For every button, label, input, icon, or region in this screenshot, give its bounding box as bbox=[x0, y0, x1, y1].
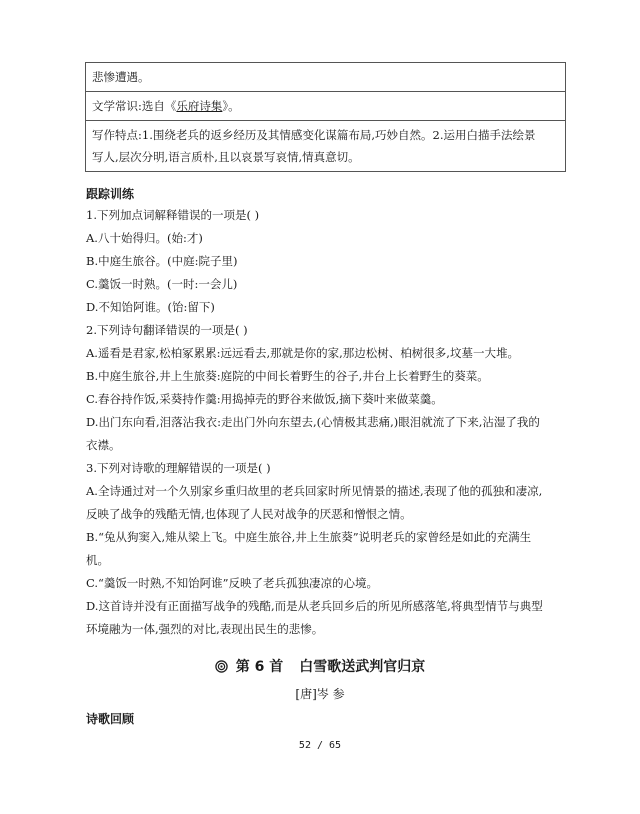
poem-info-table bbox=[85, 62, 566, 172]
review-heading: 诗歌回顾 bbox=[86, 712, 135, 726]
practice-line: 3.下列对诗歌的理解错误的一项是( ) bbox=[86, 461, 271, 475]
poem-title-row bbox=[0, 656, 640, 676]
practice-line: A.遥看是君家,松柏冢累累:远远看去,那就是你的家,那边松树、柏树很多,坟墓一大堆。 bbox=[86, 346, 519, 360]
practice-line: A.全诗通过对一个久别家乡重归故里的老兵回家时所见情景的描述,表现了他的孤独和凄凉, bbox=[86, 484, 543, 498]
practice-line: 衣襟。 bbox=[86, 438, 121, 452]
practice-heading: 跟踪训练 bbox=[86, 187, 135, 201]
practice-line: D.不知饴阿谁。(饴:留下) bbox=[86, 300, 215, 314]
writing-features-line-2: 写人,层次分明,语言质朴,且以哀景写哀情,情真意切。 bbox=[92, 150, 360, 164]
collection-link[interactable]: 乐府诗集 bbox=[176, 99, 223, 113]
practice-line: C.“羹饭一时熟,不知饴阿谁”反映了老兵孤独凄凉的心境。 bbox=[86, 576, 378, 590]
poem-author: [唐]岑 参 bbox=[295, 687, 345, 701]
practice-line: B.中庭生旅谷,井上生旅葵:庭院的中间长着野生的谷子,井台上长着野生的葵菜。 bbox=[86, 369, 489, 383]
page-indicator: 52 / 65 bbox=[298, 740, 342, 751]
practice-line: B.“兔从狗窦入,雉从梁上飞。中庭生旅谷,井上生旅葵”说明老兵的家曾经是如此的充满生 bbox=[86, 530, 532, 544]
target-icon bbox=[215, 660, 228, 673]
practice-line: A.八十始得归。(始:才) bbox=[86, 231, 203, 245]
practice-line: 1.下列加点词解释错误的一项是( ) bbox=[86, 208, 260, 222]
practice-line: 反映了战争的残酷无情,也体现了人民对战争的厌恶和憎恨之情。 bbox=[86, 507, 412, 521]
table-cell-literary-knowledge bbox=[86, 92, 566, 121]
practice-line: C.舂谷持作饭,采葵持作羹:用捣掉壳的野谷来做饭,摘下葵叶来做菜羹。 bbox=[86, 392, 443, 406]
practice-line: 2.下列诗句翻译错误的一项是( ) bbox=[86, 323, 248, 337]
literary-suffix: 》。 bbox=[222, 99, 240, 113]
table-cell-writing-features bbox=[86, 121, 566, 172]
writing-features-line-1: 写作特点:1.围绕老兵的返乡经历及其情感变化谋篇布局,巧妙自然。2.运用白描手法绘景 bbox=[92, 128, 536, 142]
practice-line: C.羹饭一时熟。(一时:一会儿) bbox=[86, 277, 238, 291]
practice-line: D.这首诗并没有正面描写战争的残酷,而是从老兵回乡后的所见所感落笔,将典型情节与典型 bbox=[86, 599, 543, 613]
literary-prefix: 文学常识:选自《 bbox=[92, 99, 177, 113]
practice-line: 机。 bbox=[86, 553, 109, 567]
table-cell-ending: 悲惨遭遇。 bbox=[86, 63, 566, 92]
practice-line: 环境融为一体,强烈的对比,表现出民生的悲惨。 bbox=[86, 622, 324, 636]
practice-line: D.出门东向看,泪落沾我衣:走出门外向东望去,(心情极其悲痛,)眼泪就流了下来,沾湿了我的 bbox=[86, 415, 540, 429]
practice-line: B.中庭生旅谷。(中庭:院子里) bbox=[86, 254, 238, 268]
poem-number: 第 6 首 bbox=[235, 659, 284, 675]
poem-title: 白雪歌送武判官归京 bbox=[299, 659, 426, 675]
